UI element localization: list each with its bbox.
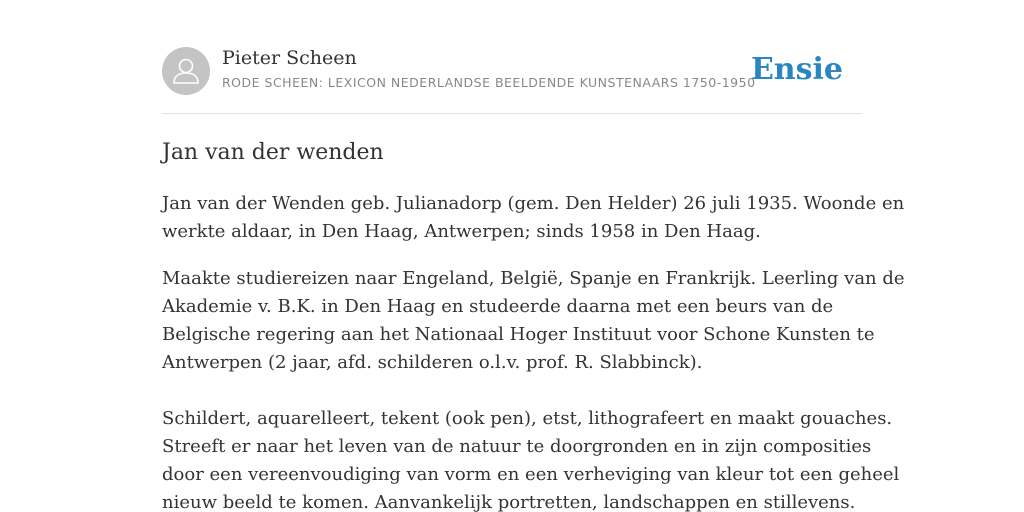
paragraph-line: Antwerpen (2 jaar, afd. schilderen o.l.v. prof. R. Slabbinck).: [162, 352, 703, 373]
paragraph-line: Akademie v. B.K. in Den Haag en studeerde daarna met een beurs van de: [162, 296, 834, 317]
paragraph-line: Schildert, aquarelleert, tekent (ook pen), etst, lithografeert en maakt gouaches.: [162, 408, 893, 429]
author-name[interactable]: Pieter Scheen: [222, 47, 357, 69]
article-paragraph: [162, 405, 900, 512]
article-paragraph: [162, 190, 905, 246]
paragraph-line: Belgische regering aan het Nationaal Hoger Instituut voor Schone Kunsten te: [162, 324, 875, 345]
paragraph-line: werkte aldaar, in Den Haag, Antwerpen; sinds 1958 in Den Haag.: [162, 221, 761, 242]
paragraph-line: door een vereenvoudiging van vorm en een verheviging van kleur tot een geheel: [162, 464, 900, 485]
paragraph-line: nieuw beeld te komen. Aanvankelijk portretten, landschappen en stillevens.: [162, 492, 856, 512]
brand-logo[interactable]: Ensie: [750, 52, 843, 87]
article-paragraph: [162, 265, 905, 377]
article-title: Jan van der wenden: [162, 140, 384, 165]
article-container: [162, 0, 905, 512]
user-icon: [162, 47, 210, 95]
paragraph-line: Maakte studiereizen naar Engeland, België, Spanje en Frankrijk. Leerling van de: [162, 268, 905, 289]
paragraph-line: Jan van der Wenden geb. Julianadorp (gem. Den Helder) 26 juli 1935. Woonde en: [162, 193, 905, 214]
source-label[interactable]: RODE SCHEEN: LEXICON NEDERLANDSE BEELDENDE KUNSTENAARS 1750-1950: [222, 75, 756, 90]
article-header: [162, 0, 862, 114]
avatar[interactable]: [162, 47, 210, 95]
paragraph-line: Streeft er naar het leven van de natuur te doorgronden en in zijn composities: [162, 436, 872, 457]
